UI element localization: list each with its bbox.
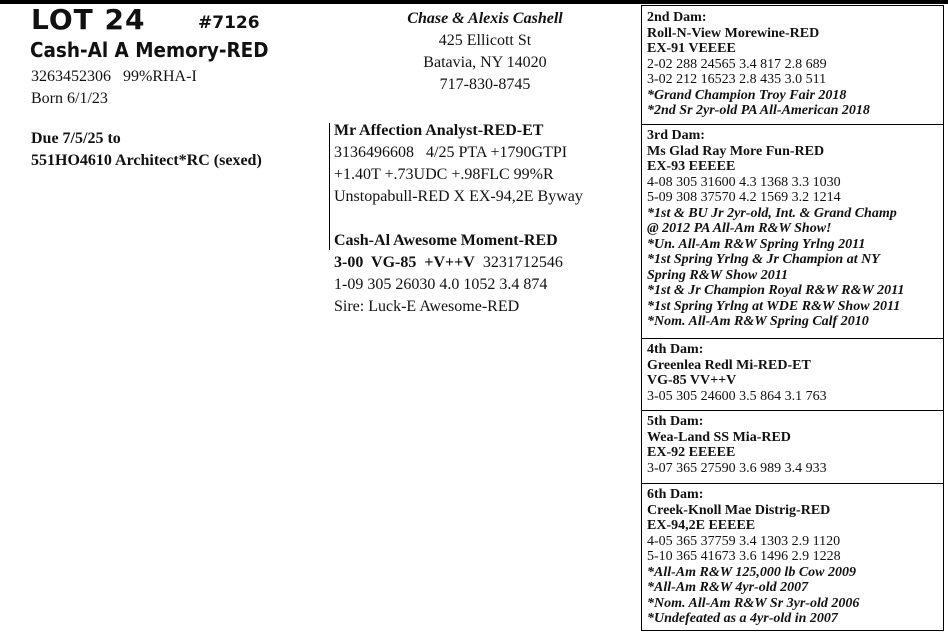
- registration-line: 3263452306 99%RHA-I: [31, 68, 197, 85]
- sire-name: Mr Affection Analyst-RED-ET: [334, 122, 544, 139]
- achievement: *1st & Jr Champion Royal R&W R&W 2011: [647, 283, 905, 298]
- achievement: *2nd Sr 2yr-old PA All-American 2018: [647, 103, 870, 118]
- achievement: *Nom. All-Am R&W Spring Calf 2010: [647, 314, 869, 329]
- dam-name: Cash-Al Awesome Moment-RED: [334, 232, 558, 249]
- section-divider: [641, 483, 944, 484]
- achievement: Spring R&W Show 2011: [647, 267, 788, 283]
- born-date: Born 6/1/23: [31, 90, 108, 107]
- achievement: *Nom. All-Am R&W Sr 3yr-old 2006: [647, 595, 860, 611]
- dam-sire: Sire: Luck-E Awesome-RED: [334, 298, 520, 315]
- dam-heading: 4th Dam:: [647, 342, 704, 357]
- ancestor-dam-section: [647, 128, 904, 330]
- production-record: 4-05 365 37759 3.4 1303 2.9 1120: [647, 533, 841, 549]
- dam-block: [334, 230, 563, 318]
- dam-name: Creek-Knoll Mae Distrig-RED: [647, 502, 831, 518]
- section-divider: [641, 410, 944, 411]
- dam-classification: 3-00 VG-85 +V++V: [334, 254, 475, 271]
- production-record: 3-07 365 27590 3.6 989 3.4 933: [647, 460, 827, 476]
- dam-record: 1-09 305 26030 4.0 1052 3.4 874: [334, 276, 548, 293]
- achievement: *1st & BU Jr 2yr-old, Int. & Grand Champ: [647, 205, 897, 221]
- dam-name: Greenlea Redl Mi-RED-ET: [647, 357, 811, 373]
- sire-block: [334, 120, 583, 208]
- dam-name: Roll-N-View Morewine-RED: [647, 25, 820, 41]
- dam-heading: 3rd Dam:: [647, 128, 705, 143]
- achievement: *Un. All-Am R&W Spring Yrlng 2011: [647, 236, 866, 252]
- production-record: 2-02 288 24565 3.4 817 2.8 689: [647, 56, 827, 72]
- dam-score: EX-92 EEEEE: [647, 445, 736, 460]
- dam-score: EX-91 VEEEE: [647, 41, 736, 56]
- due-date: Due 7/5/25 to: [31, 130, 121, 147]
- sire-line-1: 3136496608 4/25 PTA +1790GTPI: [334, 144, 568, 161]
- achievement: *1st Spring Yrlng at WDE R&W Show 2011: [647, 298, 901, 314]
- section-divider: [641, 124, 944, 125]
- ancestor-dam-section: [647, 414, 827, 476]
- dam-heading: 6th Dam:: [647, 487, 704, 502]
- production-record: 3-05 305 24600 3.5 864 3.1 763: [647, 388, 827, 404]
- dam-heading: 2nd Dam:: [647, 10, 707, 25]
- lot-title: LOT 24: [31, 3, 146, 36]
- dam-heading: 5th Dam:: [647, 414, 704, 429]
- section-divider: [641, 338, 944, 339]
- dam-score: EX-94,2E EEEEE: [647, 518, 756, 533]
- animal-name: Cash-Al A Memory-RED: [30, 38, 269, 62]
- consignor-city: Batavia, NY 14020: [423, 54, 547, 71]
- production-record: 5-09 308 37570 4.2 1569 3.2 1214: [647, 190, 841, 205]
- dam-score: VG-85 VV++V: [647, 373, 737, 388]
- ancestor-dam-section: [647, 10, 870, 119]
- achievement: *Grand Champion Troy Fair 2018: [647, 87, 847, 103]
- lot-number: #7126: [198, 13, 260, 33]
- achievement: *All-Am R&W 125,000 lb Cow 2009: [647, 564, 856, 580]
- achievement: *All-Am R&W 4yr-old 2007: [647, 580, 809, 595]
- consignor-block: [380, 8, 590, 96]
- production-record: 5-10 365 41673 3.6 1496 2.9 1228: [647, 549, 841, 564]
- consignor-phone: 717-830-8745: [439, 76, 531, 93]
- achievement: *Undefeated as a 4yr-old in 2007: [647, 611, 838, 626]
- achievement: @ 2012 PA All-Am R&W Show!: [647, 221, 832, 236]
- production-record: 3-02 212 16523 2.8 435 3.0 511: [647, 72, 827, 87]
- sire-line-3: Unstopabull-RED X EX-94,2E Byway: [334, 188, 583, 205]
- consignor-name: Chase & Alexis Cashell: [407, 10, 563, 27]
- production-record: 4-08 305 31600 4.3 1368 3.3 1030: [647, 174, 841, 190]
- dam-class-line: [334, 252, 563, 274]
- dam-registration: 3231712546: [482, 254, 563, 271]
- ancestor-dam-section: [647, 342, 827, 404]
- ancestor-dam-section: [647, 487, 859, 627]
- dam-name: Wea-Land SS Mia-RED: [647, 429, 791, 445]
- pedigree-bracket: [329, 123, 330, 250]
- sire-line-2: +1.40T +.73UDC +.98FLC 99%R: [334, 166, 554, 183]
- dam-score: EX-93 EEEEE: [647, 159, 736, 174]
- achievement: *1st Spring Yrlng & Jr Champion at NY: [647, 252, 880, 267]
- consignor-street: 425 Ellicott St: [438, 32, 532, 49]
- dam-name: Ms Glad Ray More Fun-RED: [647, 143, 825, 159]
- service-sire: 551HO4610 Architect*RC (sexed): [31, 152, 262, 169]
